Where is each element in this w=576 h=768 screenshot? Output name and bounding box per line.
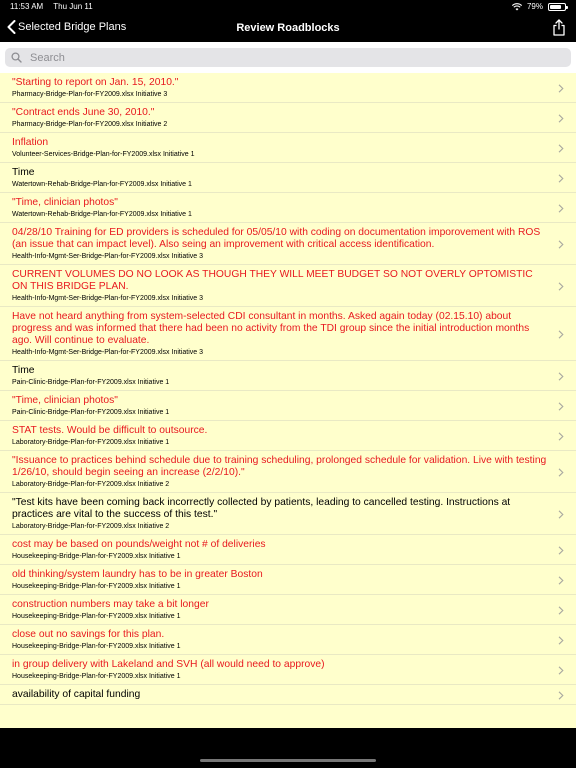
chevron-right-icon [558, 432, 564, 441]
status-bar [0, 0, 576, 14]
list-item[interactable] [0, 595, 576, 625]
chevron-right-icon [558, 666, 564, 675]
battery-percent: 79% [526, 2, 543, 11]
list-item[interactable] [0, 307, 576, 361]
chevron-right-icon [558, 330, 564, 339]
chevron-right-icon [558, 402, 564, 411]
status-time: 11:53 AM [10, 2, 44, 11]
roadblock-source: Housekeeping-Bridge-Plan-for-FY2009.xlsx Initiative 1 [12, 553, 181, 560]
chevron-right-icon [558, 144, 564, 153]
chevron-right-icon [558, 468, 564, 477]
roadblock-source: Pain-Clinic-Bridge-Plan-for-FY2009.xlsx Initiative 1 [12, 379, 170, 386]
chevron-right-icon [558, 240, 564, 249]
battery-icon [548, 3, 566, 11]
roadblock-title: CURRENT VOLUMES DO NO LOOK AS THOUGH THEY WILL MEET BUDGET SO NOT OVERLY OPTOMISTIC ON THIS BRIDGE PLAN. [12, 269, 533, 292]
navigation-bar [0, 14, 576, 42]
roadblock-title: 04/28/10 Training for ED providers is scheduled for 05/05/10 with coding on documentation imporovement with ROS (an issue that can impact level). Also seing an improvement with critical access identification. [12, 227, 541, 250]
list-item[interactable] [0, 223, 576, 265]
roadblock-title: Time [12, 167, 35, 178]
roadblock-title: "Test kits have been coming back incorrectly collected by patients, leading to cancelled testing. Instructions at practices are vital to the success of this test." [12, 497, 511, 520]
roadblock-source: Laboratory-Bridge-Plan-for-FY2009.xlsx Initiative 1 [12, 439, 170, 446]
list-item[interactable] [0, 493, 576, 535]
home-indicator[interactable] [200, 759, 376, 762]
roadblock-title: "Starting to report on Jan. 15, 2010." [12, 77, 179, 88]
roadblock-source: Laboratory-Bridge-Plan-for-FY2009.xlsx Initiative 2 [12, 523, 170, 530]
roadblock-title: "Time, clinician photos" [12, 395, 118, 406]
chevron-right-icon [558, 636, 564, 645]
roadblock-source: Health-Info-Mgmt-Ser-Bridge-Plan-for-FY2009.xlsx Initiative 3 [12, 349, 204, 356]
share-icon[interactable] [552, 19, 566, 36]
roadblock-title: availability of capital funding [12, 689, 141, 700]
status-right [512, 0, 566, 14]
roadblock-title: old thinking/system laundry has to be in greater Boston [12, 569, 263, 580]
roadblock-title: Inflation [12, 137, 49, 148]
roadblock-source: Health-Info-Mgmt-Ser-Bridge-Plan-for-FY2009.xlsx Initiative 3 [12, 295, 204, 302]
roadblock-source: Watertown-Rehab-Bridge-Plan-for-FY2009.xlsx Initiative 1 [12, 211, 192, 218]
list-item[interactable] [0, 655, 576, 685]
roadblock-title: "Time, clinician photos" [12, 197, 118, 208]
roadblock-source: Housekeeping-Bridge-Plan-for-FY2009.xlsx Initiative 1 [12, 673, 181, 680]
chevron-right-icon [558, 576, 564, 585]
list-item[interactable] [0, 625, 576, 655]
chevron-right-icon [558, 691, 564, 700]
roadblock-source: Housekeeping-Bridge-Plan-for-FY2009.xlsx Initiative 1 [12, 583, 181, 590]
page-title: Review Roadblocks [236, 22, 340, 34]
chevron-right-icon [558, 174, 564, 183]
list-item[interactable] [0, 361, 576, 391]
roadblock-title: in group delivery with Lakeland and SVH (all would need to approve) [12, 659, 325, 670]
chevron-right-icon [558, 282, 564, 291]
search-icon [11, 52, 22, 63]
status-date: Thu Jun 11 [53, 2, 93, 11]
back-button-label: Selected Bridge Plans [18, 21, 127, 33]
roadblock-title: "Issuance to practices behind schedule due to training scheduling, prolonged schedule for validation. Live with testing 1/26/10, should begin seeing an increase (2/2/10)." [12, 455, 547, 478]
search-field[interactable] [5, 48, 571, 67]
list-item[interactable] [0, 265, 576, 307]
roadblock-title: STAT tests. Would be difficult to outsource. [12, 425, 208, 436]
list-item[interactable] [0, 73, 576, 103]
search-bar [0, 42, 576, 73]
chevron-right-icon [558, 606, 564, 615]
chevron-right-icon [558, 510, 564, 519]
battery-fill [550, 5, 561, 9]
roadblock-source: Pain-Clinic-Bridge-Plan-for-FY2009.xlsx Initiative 1 [12, 409, 170, 416]
roadblock-source: Pharmacy-Bridge-Plan-for-FY2009.xlsx Initiative 2 [12, 121, 168, 128]
roadblock-source: Watertown-Rehab-Bridge-Plan-for-FY2009.xlsx Initiative 1 [12, 181, 192, 188]
roadblock-source: Laboratory-Bridge-Plan-for-FY2009.xlsx Initiative 2 [12, 481, 170, 488]
list-item[interactable] [0, 103, 576, 133]
chevron-right-icon [558, 84, 564, 93]
chevron-right-icon [558, 546, 564, 555]
chevron-right-icon [558, 114, 564, 123]
list-item[interactable] [0, 535, 576, 565]
list-item[interactable] [0, 565, 576, 595]
roadblock-title: "Contract ends June 30, 2010." [12, 107, 155, 118]
list-item[interactable] [0, 163, 576, 193]
bottom-safe-area [0, 728, 576, 768]
chevron-right-icon [558, 204, 564, 213]
roadblock-title: Have not heard anything from system-selected CDI consultant in months. Asked again today (02.15.10) about progress and was informed that there had been no activity from the TDI group since the initial introduction months ago. Will continue to evaluate. [12, 311, 530, 346]
list-item[interactable] [0, 193, 576, 223]
search-input[interactable] [28, 51, 552, 65]
roadblock-source: Health-Info-Mgmt-Ser-Bridge-Plan-for-FY2009.xlsx Initiative 3 [12, 253, 204, 260]
roadblock-title: construction numbers may take a bit longer [12, 599, 209, 610]
list-item[interactable] [0, 421, 576, 451]
roadblock-title: Time [12, 365, 35, 376]
roadblock-title: cost may be based on pounds/weight not # of deliveries [12, 539, 266, 550]
roadblock-source: Pharmacy-Bridge-Plan-for-FY2009.xlsx Initiative 3 [12, 91, 168, 98]
roadblock-source: Housekeeping-Bridge-Plan-for-FY2009.xlsx Initiative 1 [12, 613, 181, 620]
status-left [10, 0, 101, 14]
roadblock-title: close out no savings for this plan. [12, 629, 165, 640]
list-item[interactable] [0, 391, 576, 421]
list-item[interactable] [0, 451, 576, 493]
list-item[interactable] [0, 685, 576, 705]
list-item[interactable] [0, 133, 576, 163]
roadblock-list [0, 73, 576, 728]
chevron-right-icon [558, 372, 564, 381]
wifi-icon [512, 3, 522, 11]
roadblock-source: Volunteer-Services-Bridge-Plan-for-FY2009.xlsx Initiative 1 [12, 151, 195, 158]
roadblock-source: Housekeeping-Bridge-Plan-for-FY2009.xlsx Initiative 1 [12, 643, 181, 650]
